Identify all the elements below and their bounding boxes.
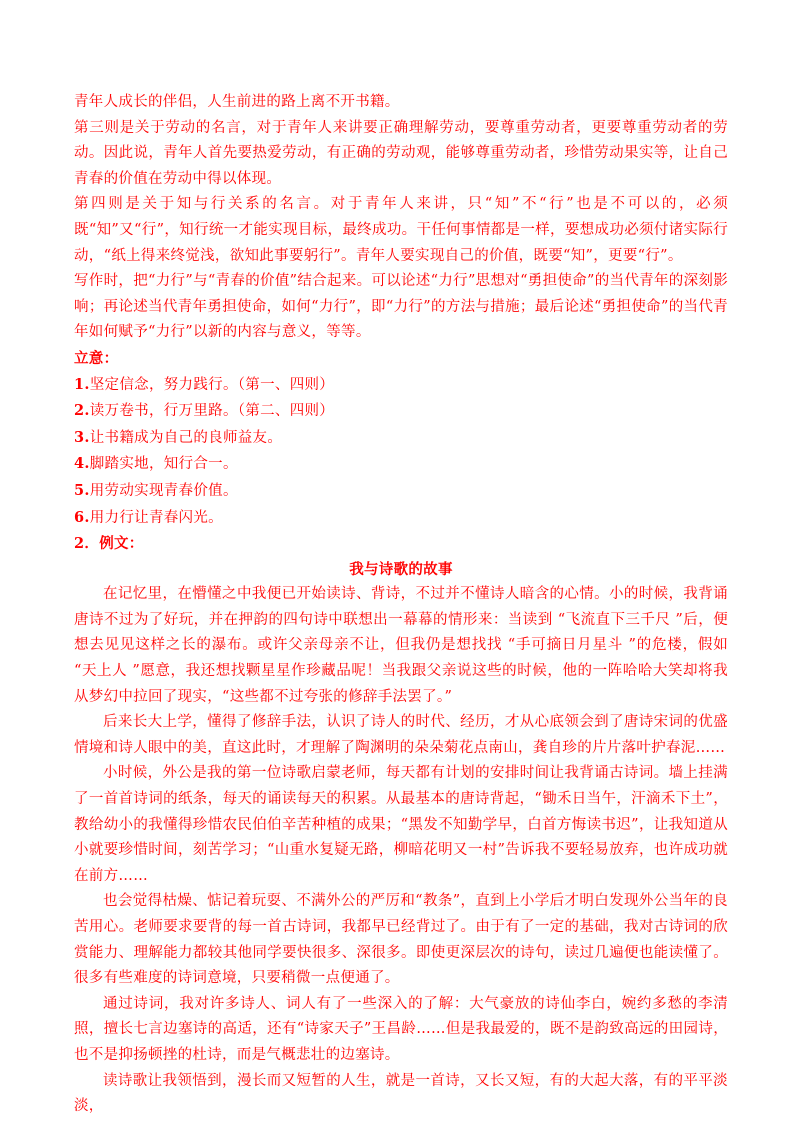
- essay-paragraph: 后来长大上学，懂得了修辞手法，认识了诗人的时代、经历，才从心底领会到了唐诗宋词的优盛情境和诗人眼中的美，直这此时，才理解了陶渊明的朵朵菊花点南山，龚自珍的片片落叶护春泥……: [74, 714, 728, 756]
- essay-paragraph: 读诗歌让我领悟到，漫长而又短暂的人生，就是一首诗，又长又短，有的大起大落，有的平平淡淡，: [74, 1072, 728, 1115]
- idea-item: 5.用劳动实现青春价值。: [74, 481, 238, 499]
- essay-paragraph: 小时候，外公是我的第一位诗歌启蒙老师，每天都有计划的安排时间让我背诵古诗词。墙上挂满了一首首诗词的纸条，每天的诵读每天的积累。从最基本的唐诗背起，“锄禾日当午，汗滴禾下土”，教给幼小的我懂得珍惜农民伯伯辛苦种植的成果；“黑发不知勤学早，白首方悔读书迟”，让我知道从小就要珍惜时间，刻苦学习；“山重水复疑无路，柳暗花明又一村”告诉我不要轻易放弃，也许成功就在前方……: [74, 765, 728, 884]
- idea-item: 6.用力行让青春闪光。: [74, 508, 223, 526]
- idea-item: 3.让书籍成为自己的良师益友。: [74, 428, 283, 446]
- document-page: [74, 90, 728, 1120]
- essay-paragraph: 在记忆里，在懵懂之中我便已开始读诗、背诗，不过并不懂诗人暗含的心情。小的时候，我背诵唐诗不过为了好玩，并在押韵的四句诗中联想出一幕幕的情形来：当读到 “飞流直下三千尺 ”后，便想去见见这样之长的瀑布。或许父亲母亲不让，但我仍是想找找 “手可摘日月星斗 ”的危楼，假如 “天上人 ”愿意，我还想找颗星星作珍藏品呢！当我跟父亲说这些的时候，他的一阵哈哈大笑却将我从梦幻中拉回了现实，“这些都不过夸张的修辞手法罢了。”: [74, 586, 728, 705]
- analysis-paragraph-1: 青年人成长的伴侣，人生前进的路上离不开书籍。: [74, 94, 400, 110]
- idea-item: 4.脚踏实地，知行合一。: [74, 455, 238, 473]
- essay-paragraph: 也会觉得枯燥、惦记着玩耍、不满外公的严厉和“教条”，直到上小学后才明白发现外公当年的良苦用心。老师要求要背的每一首古诗词，我都早已经背过了。由于有了一定的基础，我对古诗词的欣赏能力、理解能力都较其他同学要快很多、深很多。即使更深层次的诗句，读过几遍便也能读懂了。很多有些难度的诗词意境，只要稍微一点便通了。: [74, 893, 728, 987]
- ideas-heading: 立意：: [74, 349, 119, 367]
- idea-item: 1.坚定信念，努力践行。（第一、四则）: [74, 375, 335, 393]
- analysis-paragraph-3: 第四则是关于知与行关系的名言。对于青年人来讲，只“知”不“行”也是不可以的，必须既“知”又“行”，知行统一才能实现目标，最终成功。干任何事情都是一样，要想成功必须付诸实际行动，“纸上得来终觉浅，欲知此事要躬行”。青年人要实现自己的价值，既要“知”，更要“行”。: [74, 196, 728, 264]
- analysis-paragraph-4: 写作时，把“力行”与“青春的价值”结合起来。可以论述“力行”思想对“勇担使命”的当代青年的深刻影响；再论述当代青年勇担使命，如何“力行”，即“力行”的方法与措施；最后论述“勇担使命”的当代青年如何赋予“力行”以新的内容与意义，等等。: [74, 273, 728, 341]
- example-heading: 2．例文：: [74, 535, 144, 553]
- analysis-paragraph-2: 第三则是关于劳动的名言，对于青年人来讲要正确理解劳动，要尊重劳动者，更要尊重劳动者的劳动。因此说，青年人首先要热爱劳动，有正确的劳动观，能够尊重劳动者，珍惜劳动果实等，让自己青春的价值在劳动中得以体现。: [74, 119, 728, 187]
- essay-paragraph: 通过诗词，我对许多诗人、词人有了一些深入的了解：大气豪放的诗仙李白，婉约多愁的李清照，擅长七言边塞诗的高适，还有“诗家天子”王昌龄……但是我最爱的，既不是韵致高远的田园诗，也不是抑扬顿挫的杜诗，而是气概悲壮的边塞诗。: [74, 995, 728, 1063]
- essay-title: 我与诗歌的故事: [349, 560, 453, 578]
- idea-item: 2.读万卷书，行万里路。（第二、四则）: [74, 402, 335, 420]
